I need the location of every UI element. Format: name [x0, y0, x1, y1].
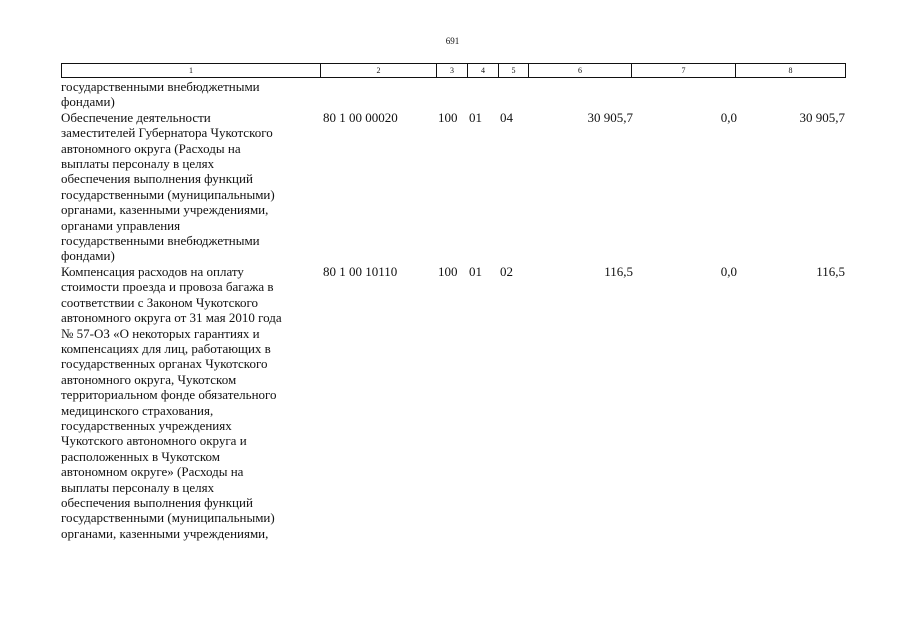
description-line: Компенсация расходов на оплату — [61, 263, 244, 279]
description-line: Обеспечение деятельности — [61, 109, 211, 125]
description-line: обеспечения выполнения функций — [61, 171, 253, 187]
description-line: органами, казенными учреждениями, — [61, 202, 269, 218]
page-number: 691 — [445, 36, 460, 46]
description-line: автономного округа от 31 мая 2010 года — [61, 310, 282, 326]
description-line: государственными (муниципальными) — [61, 510, 275, 526]
header-col-7: 7 — [632, 64, 736, 78]
header-col-8: 8 — [736, 64, 846, 78]
row-code: 80 1 00 00020 — [323, 109, 398, 125]
description-line: Чукотского автономного округа и — [61, 433, 247, 449]
row-value-col6: 116,5 — [604, 263, 633, 279]
description-line: государственными внебюджетными — [61, 233, 260, 249]
row-subsection: 02 — [500, 263, 513, 279]
description-line: государственных органах Чукотского — [61, 356, 268, 372]
row-value-col6: 30 905,7 — [587, 109, 633, 125]
header-col-1: 1 — [62, 64, 321, 78]
description-line: автономного округа (Расходы на — [61, 140, 241, 156]
description-line: органами управления — [61, 217, 181, 233]
description-line: органами, казенными учреждениями, — [61, 525, 269, 541]
description-line: заместителей Губернатора Чукотского — [61, 125, 273, 141]
header-col-5: 5 — [499, 64, 529, 78]
row-subsection: 04 — [500, 109, 513, 125]
description-line: фондами) — [61, 248, 115, 264]
row-expense-group: 100 — [438, 109, 458, 125]
description-line: соответствии с Законом Чукотского — [61, 294, 259, 310]
table-body — [0, 79, 905, 541]
description-line: компенсациях для лиц, работающих в — [61, 340, 271, 356]
row-value-col7: 0,0 — [720, 263, 737, 279]
header-col-4: 4 — [468, 64, 499, 78]
row-description — [61, 110, 321, 264]
row-code: 80 1 00 10110 — [323, 263, 398, 279]
row-expense-group: 100 — [438, 263, 458, 279]
row-value-col7: 0,0 — [720, 109, 737, 125]
description-line: выплаты персоналу в целях — [61, 156, 215, 172]
header-col-2: 2 — [321, 64, 437, 78]
row-section: 01 — [469, 109, 482, 125]
row-value-col8: 116,5 — [816, 263, 845, 279]
header-col-3: 3 — [437, 64, 468, 78]
table-row — [0, 264, 905, 541]
description-line: обеспечения выполнения функций — [61, 494, 253, 510]
table-header — [61, 63, 846, 78]
row-value-col8: 30 905,7 — [799, 109, 845, 125]
description-line: государственных учреждениях — [61, 417, 232, 433]
description-line: медицинского страхования, — [61, 402, 214, 418]
table-row-continuation — [0, 79, 905, 110]
description-line: территориальном фонде обязательного — [61, 387, 277, 403]
description-line: автономном округе» (Расходы на — [61, 464, 244, 480]
description-line: автономного округа, Чукотском — [61, 371, 237, 387]
header-col-6: 6 — [529, 64, 632, 78]
description-line: государственными внебюджетными — [61, 79, 260, 94]
description-line: № 57-ОЗ «О некоторых гарантиях и — [61, 325, 260, 341]
description-line: стоимости проезда и провоза багажа в — [61, 279, 274, 295]
row-description — [61, 79, 321, 110]
table-row — [0, 110, 905, 264]
row-description — [61, 264, 321, 541]
row-section: 01 — [469, 263, 482, 279]
description-line: расположенных в Чукотском — [61, 448, 221, 464]
description-line: выплаты персоналу в целях — [61, 479, 215, 495]
description-line: фондами) — [61, 94, 115, 110]
description-line: государственными (муниципальными) — [61, 186, 275, 202]
